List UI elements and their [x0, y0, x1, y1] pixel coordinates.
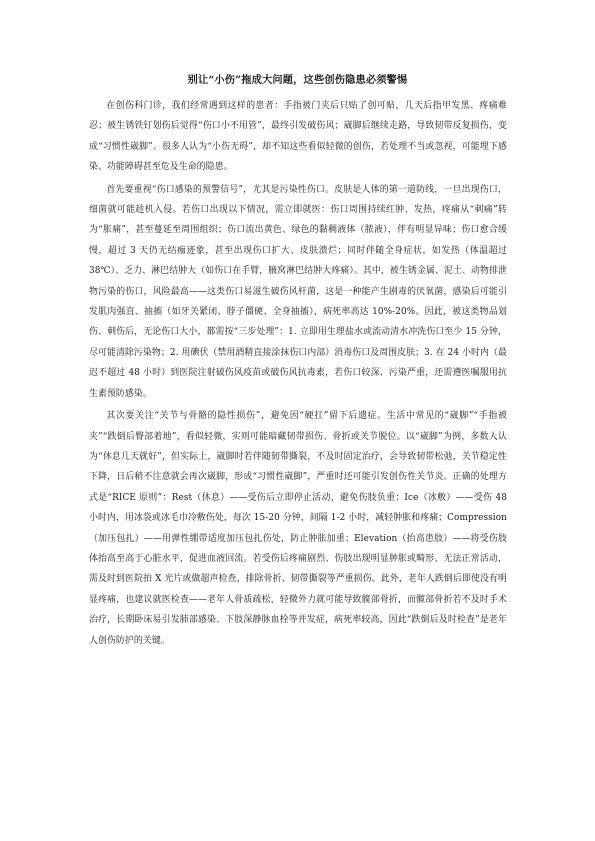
paragraph-intro: 在创伤科门诊，我们经常遇到这样的患者：手指被门夹后只贴了创可贴，几天后指甲发黑、疼痛难忍；被生锈铁钉划伤后觉得“伤口小不用管”，最终引发破伤风；崴脚后继续走路，导致韧带反复损伤，变成“习惯性崴脚”。很多人认为“小伤无碍”，却不知这些看似轻微的创伤，若处理不当或忽视，可能埋下感染、功能障碍甚至危及生命的隐患。: [89, 101, 507, 173]
document-title: 别让“小伤”拖成大问题，这些创伤隐患必须警惕: [187, 74, 408, 86]
paragraph-wound-infection: 首先要重视“伤口感染的预警信号”，尤其是污染性伤口。皮肤是人体的第一道防线，一旦出现伤口，细菌就可能趁机入侵。若伤口出现以下情况，需立即就医：伤口周围持续红肿、发热，疼痛从“刺痛”转为“胀痛”，甚至蔓延至周围组织；伤口流出黄色、绿色的黏稠液体（脓液），伴有明显异味；伤口愈合缓慢，超过 3 天仍无结痂迹象，甚至出现伤口扩大、皮肤溃烂；同时伴随全身症状，如发热（体温超过 38℃）、乏力、淋巴结肿大（如伤口在手臂，腋窝淋巴结肿大疼痛）。其中，被生锈金属、泥土、动物排泄物污染的伤口，风险最高——这类伤口易滋生破伤风杆菌，这是一种能产生剧毒的厌氧菌，感染后可能引发肌肉强直、抽搐（如牙关紧闭、脖子僵硬、全身抽搐），病死率高达 10%-20%。因此，被这类物品划伤、刺伤后，无论伤口大小，都需按“三步处理”：1. 立即用生理盐水或流动清水冲洗伤口至少 15 分钟，尽可能清除污染物；2. 用碘伏（禁用酒精直接涂抹伤口内部）消毒伤口及周围皮肤；3. 在 24 小时内（最迟不超过 48 小时）到医院注射破伤风疫苗或破伤风抗毒素，若伤口较深、污染严重，还需遵医嘱服用抗生素预防感染。: [89, 184, 507, 399]
paragraph-joint-injury: 其次要关注“关节与骨骼的隐性损伤”，避免因“硬扛”留下后遗症。生活中常见的“崴脚”“手指被夹”“跌倒后臀部着地”，看似轻微，实则可能暗藏韧带损伤、骨折或关节脱位。以“崴脚”为例，多数人认为“休息几天就好”，但实际上，崴脚时若伴随韧带撕裂，不及时固定治疗，会导致韧带松弛，关节稳定性下降，日后稍不注意就会再次崴脚，形成“习惯性崴脚”，严重时还可能引发创伤性关节炎。正确的处理方式是“RICE 原则”：Rest（休息）——受伤后立即停止活动，避免伤肢负重；Ice（冰敷）——受伤 48 小时内，用冰袋或冰毛巾冷敷伤处，每次 15-20 分钟，间隔 1-2 小时，减轻肿胀和疼痛；Compression（加压包扎）——用弹性绷带适度加压包扎伤处，防止肿胀加重；Elevation（抬高患肢）——将受伤肢体抬高至高于心脏水平，促进血液回流。若受伤后疼痛剧烈、伤肢出现明显肿胀或畸形、无法正常活动，需及时到医院拍 X 光片或做超声检查，排除骨折、韧带撕裂等严重损伤。此外，老年人跌倒后即使没有明显疼痛，也建议就医检查——老年人骨质疏松，轻微外力就可能导致髋部骨折，而髋部骨折若不及时手术治疗，长期卧床易引发肺部感染、下肢深静脉血栓等并发症，病死率较高，因此“跌倒后及时检查”是老年人创伤防护的关键。: [89, 411, 507, 646]
document-body: [89, 96, 507, 653]
